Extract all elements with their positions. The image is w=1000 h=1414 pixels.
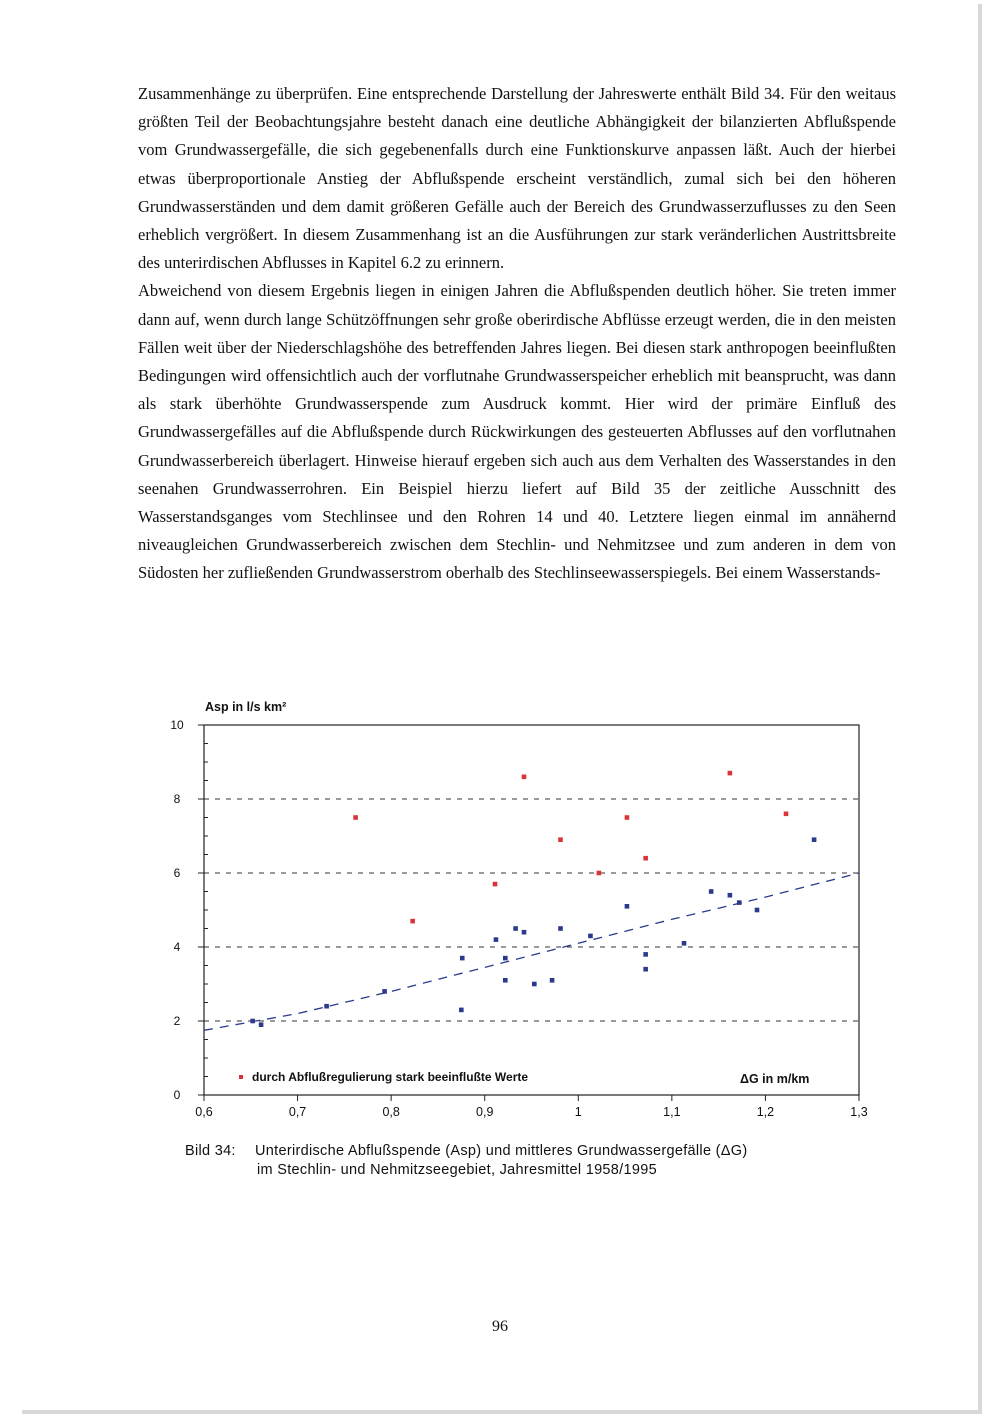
x-tick-label: 0,8 (382, 1105, 400, 1119)
caption-text-1: Unterirdische Abflußspende (Asp) und mittleres Grundwassergefälle (ΔG) (255, 1143, 748, 1159)
data-point-regular (503, 956, 508, 961)
data-point-regular (728, 893, 733, 898)
axes (198, 725, 859, 1101)
x-tick-label: 1,2 (756, 1105, 775, 1119)
data-point-regular (737, 900, 742, 905)
body-text (138, 80, 896, 588)
x-tick-label: 1 (574, 1105, 582, 1119)
figure-caption (185, 1142, 905, 1180)
data-point-influenced (410, 919, 415, 924)
data-points (250, 771, 816, 1027)
data-point-regular (588, 934, 593, 939)
data-point-regular (382, 989, 387, 994)
data-point-influenced (784, 812, 789, 817)
legend-marker (239, 1075, 243, 1079)
data-point-regular (643, 952, 648, 957)
data-point-regular (625, 904, 630, 909)
caption-label: Bild 34: (185, 1143, 236, 1159)
y-tick-label: 6 (173, 866, 181, 880)
x-tick-label: 0,7 (288, 1105, 307, 1119)
data-point-regular (324, 1004, 329, 1009)
data-point-influenced (643, 856, 648, 861)
data-point-regular (532, 982, 537, 987)
caption-line-1 (185, 1142, 905, 1161)
plot-frame (204, 725, 859, 1095)
x-tick-label: 0,9 (476, 1105, 494, 1119)
data-point-influenced (597, 871, 602, 876)
x-tick-label: 1,3 (850, 1105, 868, 1119)
data-point-influenced (493, 882, 498, 887)
data-point-regular (643, 967, 648, 972)
data-point-regular (513, 926, 518, 931)
data-point-influenced (728, 771, 733, 776)
trend-curve (204, 873, 859, 1030)
data-point-regular (755, 908, 760, 913)
data-point-regular (460, 956, 465, 961)
data-point-regular (550, 978, 555, 983)
tick-labels (170, 718, 867, 1119)
y-tick-label: 10 (170, 718, 184, 732)
data-point-influenced (353, 815, 358, 820)
paragraph-1: Zusammenhänge zu überprüfen. Eine entsprechende Darstellung der Jahreswerte enthält Bild 34. Für den weitaus größten Teil der Beobachtungsjahre besteht danach eine deutliche Abhängigkeit der bilanzierten Abflußspende vom Grundwassergefälle, die sich gegebenenfalls durch eine Funktionskurve anpassen läßt. Auch der hierbei etwas überproportionale Anstieg der Abflußspende erscheint verständlich, zumal sich bei den höheren Grundwasserständen und dem damit größeren Gefälle auch der Bereich des Grundwasserzuflusses zu den Seen erheblich vergrößert. In diesem Zusammenhang ist an die Ausführungen zur stark veränderlichen Austrittsbreite des unterirdischen Abflusses in Kapitel 6.2 zu erinnern. (138, 84, 896, 273)
data-point-regular (259, 1022, 264, 1027)
scatter-chart (150, 690, 890, 1130)
data-point-regular (494, 937, 499, 942)
y-axis-label: Asp in l/s km² (205, 700, 287, 714)
data-point-regular (503, 978, 508, 983)
legend-label: durch Abflußregulierung stark beeinflußte Werte (252, 1070, 529, 1084)
y-tick-label: 2 (173, 1014, 181, 1028)
data-point-regular (459, 1008, 464, 1013)
data-point-regular (709, 889, 714, 894)
x-tick-label: 1,1 (663, 1105, 681, 1119)
data-point-regular (250, 1019, 255, 1024)
x-axis-label: ΔG in m/km (740, 1072, 810, 1086)
page-number: 96 (492, 1318, 508, 1335)
data-point-regular (558, 926, 563, 931)
y-tick-label: 0 (173, 1088, 181, 1102)
data-point-regular (522, 930, 527, 935)
x-tick-label: 0,6 (195, 1105, 213, 1119)
data-point-influenced (522, 775, 527, 780)
trend-line (204, 873, 859, 1030)
data-point-regular (812, 837, 817, 842)
data-point-regular (682, 941, 687, 946)
paragraph-2: Abweichend von diesem Ergebnis liegen in einigen Jahren die Abflußspenden deutlich höher. Sie treten immer dann auf, wenn durch lange Schützöffnungen sehr große oberirdische Abflüsse erzeugt werden, die in den meisten Fällen weit über der Niederschlagshöhe des betreffenden Jahres liegen. Bei diesen stark anthropogen beeinflußten Bedingungen wird offensichtlich auch der vorflutnahe Grundwasserspeicher erheblich mit beansprucht, was dann als stark überhöhte Grundwasserspende zum Ausdruck kommt. Hier wird der primäre Einfluß des Grundwassergefälles auf die Abflußspende durch Rückwirkungen des gesteuerten Abflusses auf den vorflutnahen Grundwasserbereich überlagert. Hinweise hierauf ergeben sich auch aus dem Verhalten des Wasserstandes in den seenahen Grundwasserrohren. Ein Beispiel hierzu liefert auf Bild 35 der zeitliche Ausschnitt des Wasserstandsganges vom Stechlinsee und den Rohren 14 und 40. Letztere liegen einmal im annähernd niveaugleichen Grundwasserbereich zwischen dem Stechlin- und Nehmitzsee und zum anderen in dem von Südosten her zufließenden Grundwasserstrom oberhalb des Stechlinseewasserspiegels. Bei einem Wasserstands- (138, 281, 896, 583)
grid-lines (204, 799, 859, 1021)
y-tick-label: 8 (173, 792, 181, 806)
caption-line-2: im Stechlin- und Nehmitzseegebiet, Jahresmittel 1958/1995 (257, 1162, 657, 1178)
data-point-influenced (558, 837, 563, 842)
data-point-influenced (625, 815, 630, 820)
y-tick-label: 4 (173, 940, 181, 954)
